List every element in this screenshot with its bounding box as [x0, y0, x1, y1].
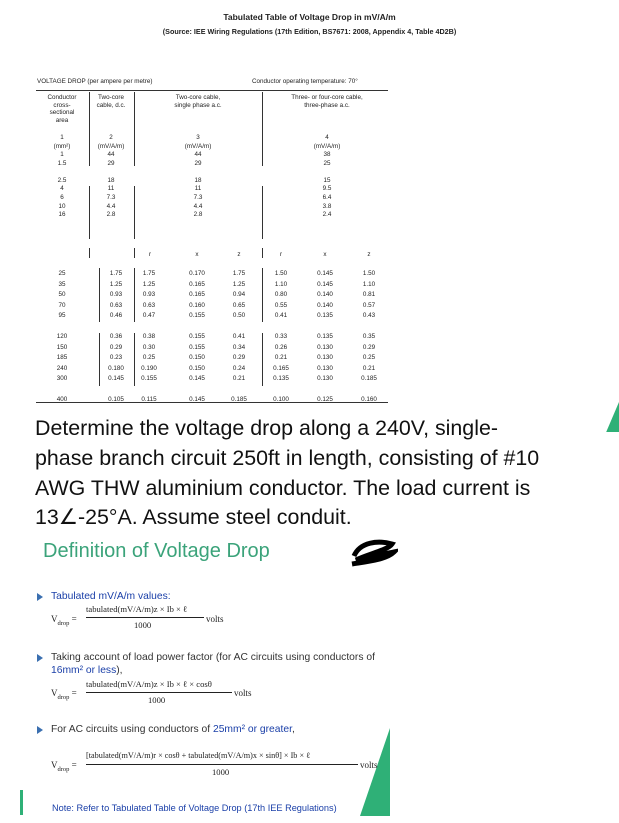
slide-accent	[360, 728, 390, 816]
formula-1-numerator: tabulated(mV/A/m)z × Ib × ℓ	[86, 604, 188, 614]
three-x-column: 0.145 0.145 0.140 0.140 0.135 0.135 0.130 0.130 0.130 0.130 0.125	[317, 270, 333, 403]
unit-label: (mm²)	[53, 143, 71, 150]
unit-label: (mV/A/m)	[313, 143, 341, 150]
dc-column-small: 44 29 18 11 7.3 4.4 2.8	[106, 151, 116, 219]
header-conductor-area: Conductor cross- sectional area	[47, 94, 77, 124]
header-two-core-dc: Two-core cable, d.c.	[96, 94, 126, 109]
reference-note: Note: Refer to Tabulated Table of Voltage Drop (17th IEE Regulations)	[52, 803, 337, 813]
table-divider	[262, 333, 263, 386]
slide-title: Definition of Voltage Drop	[43, 540, 270, 562]
formula-3-bar	[86, 764, 358, 765]
single-r-column: 1.75 1.25 0.93 0.63 0.47 0.38 0.30 0.25 0.190 0.155 0.115	[141, 270, 157, 403]
area-column-large: 25 35 50 70 95 120 150 185 240 300 400	[56, 270, 68, 403]
table-divider	[134, 333, 135, 386]
formula-lhs: $V_{drop}$ =	[51, 688, 77, 701]
header-two-core-single-phase: Two-core cable, single phase a.c.	[174, 94, 222, 109]
column-number: 2	[109, 134, 113, 141]
single-phase-column-small: 44 29 18 11 7.3 4.4 2.8	[193, 151, 203, 219]
table-divider	[89, 248, 90, 258]
three-z-column: 1.50 1.10 0.81 0.57 0.43 0.35 0.29 0.25 0.21 0.185 0.160	[361, 270, 377, 403]
table-divider	[262, 268, 263, 322]
formula-1-unit: volts	[206, 614, 224, 624]
column-number: 1	[60, 134, 64, 141]
voltage-drop-caption: VOLTAGE DROP (per ampere per metre)	[37, 78, 153, 85]
three-phase-column-small: 38 25 15 9.5 6.4 3.8 2.4	[322, 151, 332, 219]
table-divider	[134, 268, 135, 322]
column-number: 4	[325, 134, 329, 141]
formula-2-bar	[86, 692, 232, 693]
single-z-column: 1.75 1.25 0.94 0.65 0.50 0.41 0.34 0.29 0.24 0.21 0.185	[231, 270, 247, 403]
bullet-large-conductors: For AC circuits using conductors of 25mm² or greater,	[51, 724, 295, 735]
table-divider	[134, 248, 135, 258]
subheader-z: z	[237, 251, 241, 258]
subheader-r: r	[279, 251, 283, 258]
formula-2-numerator: tabulated(mV/A/m)z × Ib × ℓ × cosθ	[86, 679, 212, 689]
bullet-arrow-icon	[37, 654, 43, 662]
bullet-power-factor: Taking account of load power factor (for AC circuits using conductors of 16mm² or less),	[51, 652, 375, 676]
formula-3-unit: volts	[360, 760, 378, 770]
scribble-mark	[348, 534, 398, 568]
bullet-arrow-icon	[37, 593, 43, 601]
formula-3-numerator: [tabulated(mV/A/m)r × cosθ + tabulated(mV/A/m)x × sinθ] × Ib × ℓ	[86, 751, 311, 760]
column-number: 3	[196, 134, 200, 141]
slide-accent	[20, 790, 23, 815]
header-three-four-core: Three- or four-core cable, three-phase a.c.	[291, 94, 363, 109]
unit-label: (mV/A/m)	[184, 143, 212, 150]
subheader-x: x	[195, 251, 199, 258]
slide-accent	[603, 402, 619, 432]
formula-lhs: $V_{drop}$ =	[51, 760, 77, 773]
unit-label: (mV/A/m)	[97, 143, 125, 150]
question-text: Determine the voltage drop along a 240V, single- phase branch circuit 250ft in length, consisting of #10 AWG THW aluminium conductor. The load current is 13∠-25°A. Assume steel conduit.	[35, 416, 540, 530]
temperature-caption: Conductor operating temperature: 70°	[252, 78, 358, 85]
subheader-z: z	[367, 251, 371, 258]
formula-lhs: $V_{drop}$ =	[51, 614, 77, 627]
table-source: (Source: IEE Wiring Regulations (17th Edition, BS7671: 2008, Appendix 4, Table 4D2B)	[162, 27, 457, 36]
bullet-tabulated-values: Tabulated mV/A/m values:	[51, 591, 171, 602]
subheader-x: x	[323, 251, 327, 258]
formula-2-denominator: 1000	[148, 695, 166, 705]
three-r-column: 1.50 1.10 0.80 0.55 0.41 0.33 0.26 0.21 0.165 0.135 0.100	[273, 270, 289, 403]
table-divider	[262, 248, 263, 258]
dc-column-large: 1.75 1.25 0.93 0.63 0.46 0.36 0.29 0.23 0.180 0.145 0.105	[108, 270, 124, 403]
table-title: Tabulated Table of Voltage Drop in mV/A/m	[223, 12, 396, 22]
formula-1-bar	[86, 617, 204, 618]
single-x-column: 0.170 0.165 0.165 0.160 0.155 0.155 0.155 0.150 0.150 0.145 0.145	[189, 270, 205, 403]
formula-2-unit: volts	[234, 688, 252, 698]
bullet-arrow-icon	[37, 726, 43, 734]
formula-3-denominator: 1000	[212, 767, 230, 777]
subheader-r: r	[148, 251, 152, 258]
table-top-rule	[36, 90, 388, 91]
formula-1-denominator: 1000	[134, 620, 152, 630]
area-column-small: 1 1.5 2.5 4 6 10 16	[57, 151, 67, 219]
